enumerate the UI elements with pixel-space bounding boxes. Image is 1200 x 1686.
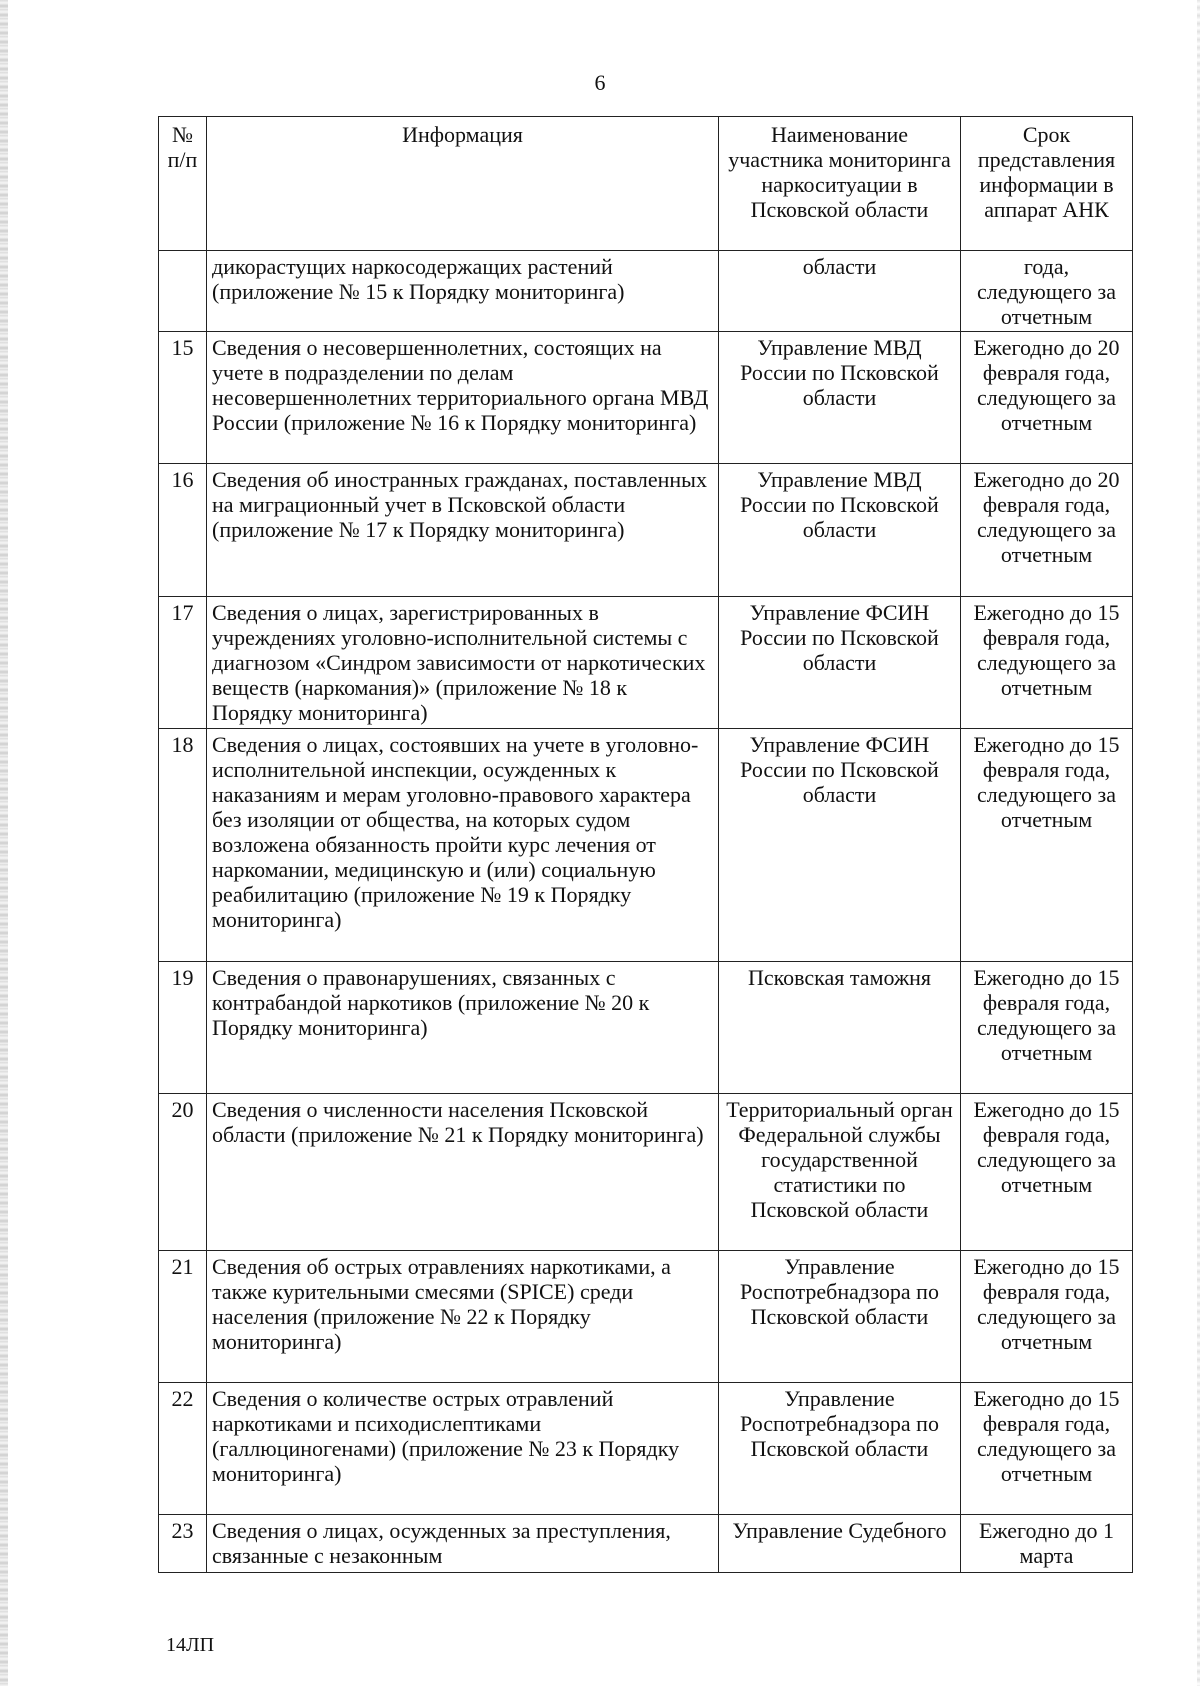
row-num: 23 xyxy=(159,1515,207,1573)
table-row xyxy=(159,729,1133,962)
row-term: Ежегодно до 15 февраля года, следующего за отчетным xyxy=(961,1251,1133,1383)
row-num: 16 xyxy=(159,464,207,597)
table-row xyxy=(159,597,1133,729)
row-num: 19 xyxy=(159,962,207,1094)
row-participant: Псковская таможня xyxy=(719,962,961,1094)
header-participant: Наименование участника мониторинга наркоситуации в Псковской области xyxy=(719,117,961,251)
header-term: Срок представления информации в аппарат АНК xyxy=(961,117,1133,251)
page-number: 6 xyxy=(594,70,606,95)
monitoring-table xyxy=(158,116,1133,1573)
row-info: Сведения об острых отравлениях наркотиками, а также курительными смесями (SPICE) среди населения (приложение № 22 к Порядку мониторинга) xyxy=(207,1251,719,1383)
row-participant: Управление Роспотребнадзора по Псковской области xyxy=(719,1383,961,1515)
table-row xyxy=(159,1094,1133,1251)
row-info: дикорастущих наркосодержащих растений (приложение № 15 к Порядку мониторинга) xyxy=(207,251,719,332)
table-row xyxy=(159,464,1133,597)
table-row xyxy=(159,332,1133,464)
row-participant: Управление МВД России по Псковской области xyxy=(719,464,961,597)
table-row xyxy=(159,251,1133,332)
table-row xyxy=(159,1383,1133,1515)
row-term: Ежегодно до 20 февраля года, следующего за отчетным xyxy=(961,332,1133,464)
row-term: Ежегодно до 15 февраля года, следующего за отчетным xyxy=(961,729,1133,962)
row-info: Сведения о количестве острых отравлений наркотиками и психодислептиками (галлюциногенами) (приложение № 23 к Порядку мониторинга) xyxy=(207,1383,719,1515)
row-participant: Территориальный орган Федеральной службы государственной статистики по Псковской области xyxy=(719,1094,961,1251)
row-info: Сведения о несовершеннолетних, состоящих на учете в подразделении по делам несовершеннолетних территориального органа МВД России (приложение № 16 к Порядку мониторинга) xyxy=(207,332,719,464)
footer-code: 14ЛП xyxy=(166,1634,215,1656)
table-header-row xyxy=(159,117,1133,251)
row-info: Сведения о лицах, осужденных за преступления, связанные с незаконным xyxy=(207,1515,719,1573)
row-info: Сведения о лицах, состоявших на учете в уголовно-исполнительной инспекции, осужденных к наказаниям и мерам уголовно-правового характера без изоляции от общества, на которых судом возложена обязанность пройти курс лечения от наркомании, медицинскую и (или) социальную реабилитацию (приложение № 19 к Порядку мониторинга) xyxy=(207,729,719,962)
row-num xyxy=(159,251,207,332)
row-num: 18 xyxy=(159,729,207,962)
row-participant: Управление ФСИН России по Псковской области xyxy=(719,597,961,729)
row-participant: Управление Роспотребнадзора по Псковской области xyxy=(719,1251,961,1383)
row-participant: области xyxy=(719,251,961,332)
row-num: 22 xyxy=(159,1383,207,1515)
table-row xyxy=(159,962,1133,1094)
row-info: Сведения о правонарушениях, связанных с контрабандой наркотиков (приложение № 20 к Порядку мониторинга) xyxy=(207,962,719,1094)
row-num: 17 xyxy=(159,597,207,729)
table-row xyxy=(159,1515,1133,1573)
row-num: 21 xyxy=(159,1251,207,1383)
row-num: 15 xyxy=(159,332,207,464)
row-num: 20 xyxy=(159,1094,207,1251)
row-term: Ежегодно до 15 февраля года, следующего за отчетным xyxy=(961,962,1133,1094)
row-term: Ежегодно до 15 февраля года, следующего за отчетным xyxy=(961,1094,1133,1251)
scan-edge-left xyxy=(0,0,8,1686)
row-term: Ежегодно до 20 февраля года, следующего за отчетным xyxy=(961,464,1133,597)
row-info: Сведения об иностранных гражданах, поставленных на миграционный учет в Псковской области (приложение № 17 к Порядку мониторинга) xyxy=(207,464,719,597)
row-term: года, следующего за отчетным xyxy=(961,251,1133,332)
header-info: Информация xyxy=(207,117,719,251)
row-term: Ежегодно до 15 февраля года, следующего за отчетным xyxy=(961,1383,1133,1515)
row-term: Ежегодно до 15 февраля года, следующего за отчетным xyxy=(961,597,1133,729)
row-participant: Управление МВД России по Псковской области xyxy=(719,332,961,464)
row-participant: Управление ФСИН России по Псковской области xyxy=(719,729,961,962)
header-num: № п/п xyxy=(159,117,207,251)
row-info: Сведения о численности населения Псковской области (приложение № 21 к Порядку мониторинга) xyxy=(207,1094,719,1251)
table-row xyxy=(159,1251,1133,1383)
row-participant: Управление Судебного xyxy=(719,1515,961,1573)
row-term: Ежегодно до 1 марта xyxy=(961,1515,1133,1573)
row-info: Сведения о лицах, зарегистрированных в учреждениях уголовно-исполнительной системы с диагнозом «Синдром зависимости от наркотических веществ (наркомания)» (приложение № 18 к Порядку мониторинга) xyxy=(207,597,719,729)
